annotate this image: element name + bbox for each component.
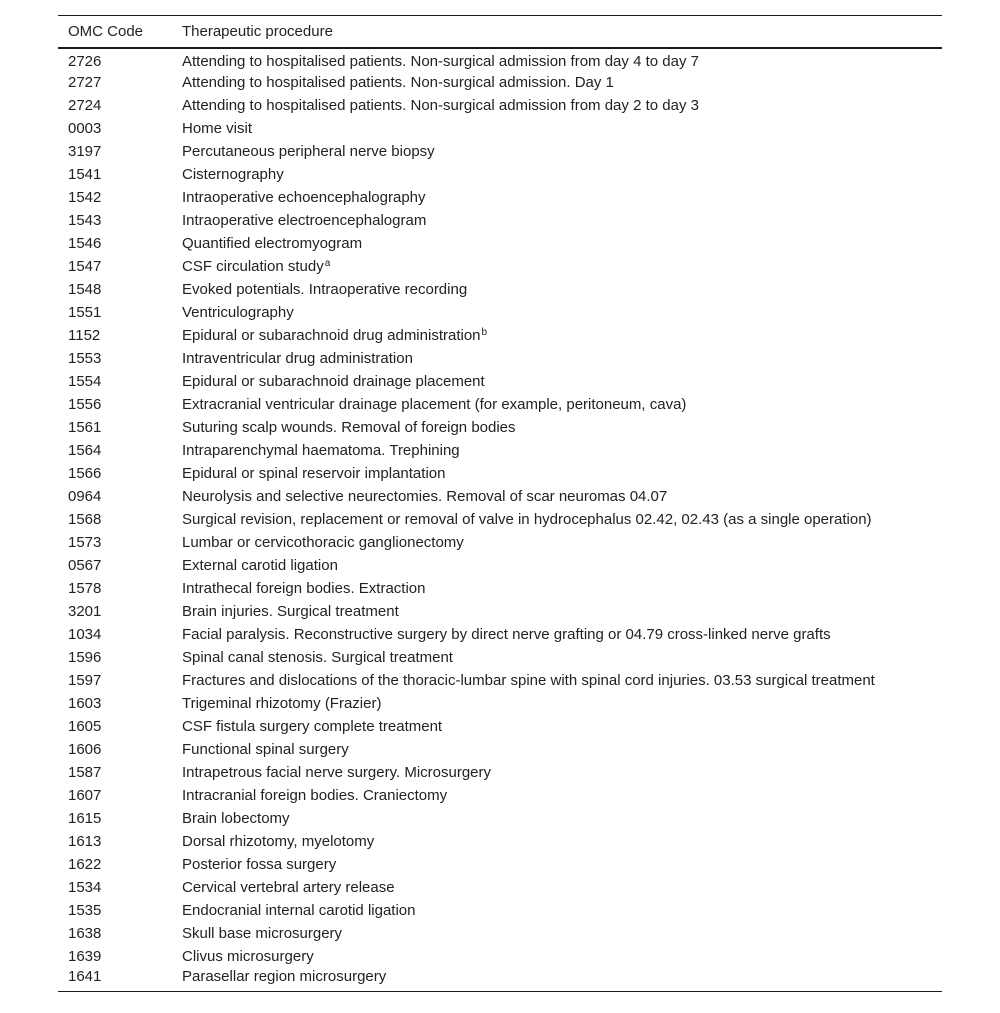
- omc-code-cell: 1542: [68, 189, 102, 206]
- procedure-cell: [182, 209, 942, 232]
- procedure-cell: [182, 416, 942, 439]
- table-row: [58, 738, 942, 761]
- procedure-text: Intraventricular drug administration: [182, 350, 413, 367]
- procedure-cell: [182, 48, 942, 71]
- omc-code-cell: 1566: [68, 465, 102, 482]
- omc-code-cell: 1548: [68, 281, 102, 298]
- table-row: [58, 807, 942, 830]
- omc-code-cell: 1596: [68, 649, 102, 666]
- procedure-text: External carotid ligation: [182, 557, 338, 574]
- omc-code-cell: 3201: [68, 603, 102, 620]
- procedure-cell: [182, 324, 942, 347]
- procedure-text: Functional spinal surgery: [182, 741, 349, 758]
- procedure-text: CSF fistula surgery complete treatment: [182, 718, 443, 735]
- procedure-text: Cervical vertebral artery release: [182, 879, 395, 896]
- procedure-cell: [182, 853, 942, 876]
- omc-code-cell: 1553: [68, 350, 102, 367]
- procedure-text: Intraoperative electroencephalogram: [182, 212, 427, 229]
- procedure-cell: [182, 922, 942, 945]
- procedure-text: Posterior fossa surgery: [182, 856, 337, 873]
- procedure-cell: [182, 830, 942, 853]
- omc-code-cell: 1551: [68, 304, 102, 321]
- procedure-cell: [182, 94, 942, 117]
- table-row: [58, 416, 942, 439]
- procedure-cell: [182, 508, 942, 531]
- omc-code-cell: 1564: [68, 442, 102, 459]
- omc-code-cell: 1639: [68, 948, 102, 965]
- omc-code-cell: 0567: [68, 557, 102, 574]
- table-row: [58, 48, 942, 71]
- table-row: [58, 554, 942, 577]
- table-row: [58, 278, 942, 301]
- omc-code-cell: 1603: [68, 695, 102, 712]
- table-row: [58, 876, 942, 899]
- procedure-cell: [182, 554, 942, 577]
- procedure-cell: [182, 669, 942, 692]
- omc-code-cell: 1622: [68, 856, 102, 873]
- procedure-cell: [182, 600, 942, 623]
- procedure-text: Attending to hospitalised patients. Non-surgical admission. Day 1: [182, 74, 614, 91]
- omc-code-cell: 1573: [68, 534, 102, 551]
- table-row: [58, 508, 942, 531]
- table-row: [58, 209, 942, 232]
- omc-code-cell: 1561: [68, 419, 102, 436]
- procedure-text: Skull base microsurgery: [182, 925, 343, 942]
- table-row: [58, 600, 942, 623]
- procedure-text: Intrathecal foreign bodies. Extraction: [182, 580, 426, 597]
- procedure-text: Epidural or spinal reservoir implantation: [182, 465, 446, 482]
- procedure-text: Spinal canal stenosis. Surgical treatment: [182, 649, 453, 666]
- table-row: [58, 922, 942, 945]
- table-row: [58, 393, 942, 416]
- procedure-cell: [182, 439, 942, 462]
- procedure-cell: [182, 255, 942, 278]
- omc-code-cell: 2724: [68, 97, 102, 114]
- procedure-text: Cisternography: [182, 166, 284, 183]
- table-row: [58, 623, 942, 646]
- procedure-text: Endocranial internal carotid ligation: [182, 902, 416, 919]
- procedure-text: Attending to hospitalised patients. Non-surgical admission from day 4 to day 7: [182, 52, 699, 70]
- procedure-cell: [182, 784, 942, 807]
- procedure-cell: [182, 163, 942, 186]
- procedure-cell: [182, 232, 942, 255]
- procedure-text: Clivus microsurgery: [182, 948, 314, 965]
- omc-code-cell: 1543: [68, 212, 102, 229]
- omc-code-cell: 2727: [68, 74, 102, 91]
- omc-code-cell: 1615: [68, 810, 102, 827]
- omc-code-cell: 1587: [68, 764, 102, 781]
- omc-code-cell: 1638: [68, 925, 102, 942]
- procedure-text: Epidural or subarachnoid drainage placement: [182, 373, 485, 390]
- procedure-cell: [182, 968, 942, 992]
- omc-code-cell: 1607: [68, 787, 102, 804]
- procedure-cell: [182, 117, 942, 140]
- omc-code-cell: 1546: [68, 235, 102, 252]
- procedure-cell: [182, 876, 942, 899]
- procedure-cell: [182, 301, 942, 324]
- procedure-cell: [182, 761, 942, 784]
- procedure-cell: [182, 577, 942, 600]
- table-row: [58, 485, 942, 508]
- procedure-cell: [182, 462, 942, 485]
- procedure-cell: [182, 899, 942, 922]
- table-row: [58, 186, 942, 209]
- table-row: [58, 347, 942, 370]
- procedure-text: Extracranial ventricular drainage placement (for example, peritoneum, cava): [182, 396, 687, 413]
- procedure-text: Fractures and dislocations of the thoracic-lumbar spine with spinal cord injuries. 03.53 surgical treatment: [182, 672, 875, 689]
- omc-code-cell: 1613: [68, 833, 102, 850]
- procedure-text: Epidural or subarachnoid drug administration: [182, 327, 481, 344]
- procedure-cell: [182, 278, 942, 301]
- procedure-cell: [182, 393, 942, 416]
- table-row: [58, 255, 942, 278]
- omc-code-cell: 1556: [68, 396, 102, 413]
- omc-code-cell: 1578: [68, 580, 102, 597]
- procedure-text: Quantified electromyogram: [182, 235, 363, 252]
- table-row: [58, 761, 942, 784]
- procedure-text: Attending to hospitalised patients. Non-surgical admission from day 2 to day 3: [182, 97, 699, 114]
- table-header: [58, 16, 942, 49]
- table-row: [58, 692, 942, 715]
- table-row: [58, 370, 942, 393]
- procedure-cell: [182, 531, 942, 554]
- procedure-text: Intracranial foreign bodies. Craniectomy: [182, 787, 448, 804]
- procedure-text: Percutaneous peripheral nerve biopsy: [182, 143, 435, 160]
- omc-code-cell: 1597: [68, 672, 102, 689]
- omc-code-cell: 1535: [68, 902, 102, 919]
- table-row: [58, 945, 942, 968]
- procedure-cell: [182, 807, 942, 830]
- procedure-cell: [182, 646, 942, 669]
- procedure-text: Suturing scalp wounds. Removal of foreign bodies: [182, 419, 516, 436]
- omc-code-cell: 1534: [68, 879, 102, 896]
- table-row: [58, 232, 942, 255]
- procedure-text: Neurolysis and selective neurectomies. Removal of scar neuromas 04.07: [182, 488, 668, 505]
- procedures-table-container: [58, 15, 942, 992]
- footnote-marker: b: [481, 327, 488, 338]
- omc-code-cell: 1034: [68, 626, 102, 643]
- procedure-text: Ventriculography: [182, 304, 294, 321]
- procedure-text: Intraoperative echoencephalography: [182, 189, 426, 206]
- procedure-text: Intrapetrous facial nerve surgery. Microsurgery: [182, 764, 492, 781]
- omc-code-cell: 1554: [68, 373, 102, 390]
- procedure-cell: [182, 738, 942, 761]
- table-row: [58, 715, 942, 738]
- procedure-text: Facial paralysis. Reconstructive surgery by direct nerve grafting or 04.79 cross-linked nerve grafts: [182, 626, 831, 643]
- procedure-text: Parasellar region microsurgery: [182, 968, 387, 985]
- omc-code-cell: 1541: [68, 166, 102, 183]
- table-row: [58, 669, 942, 692]
- table-row: [58, 784, 942, 807]
- header-therapeutic-procedure: Therapeutic procedure: [182, 23, 333, 40]
- omc-code-cell: 1606: [68, 741, 102, 758]
- omc-code-cell: 1547: [68, 258, 102, 275]
- procedures-table: [58, 15, 942, 992]
- procedure-text: Intraparenchymal haematoma. Trephining: [182, 442, 460, 459]
- procedure-text: Home visit: [182, 120, 253, 137]
- procedure-cell: [182, 186, 942, 209]
- table-row: [58, 531, 942, 554]
- table-row: [58, 899, 942, 922]
- procedure-text: Brain lobectomy: [182, 810, 290, 827]
- table-body: [58, 48, 942, 992]
- procedure-cell: [182, 347, 942, 370]
- omc-code-cell: 2726: [68, 52, 102, 70]
- omc-code-cell: 1568: [68, 511, 102, 528]
- header-row: [58, 16, 942, 49]
- procedure-text: Lumbar or cervicothoracic ganglionectomy: [182, 534, 464, 551]
- procedure-cell: [182, 140, 942, 163]
- procedure-cell: [182, 945, 942, 968]
- omc-code-cell: 1152: [68, 327, 101, 344]
- procedure-cell: [182, 485, 942, 508]
- procedure-cell: [182, 715, 942, 738]
- table-row: [58, 462, 942, 485]
- table-row: [58, 140, 942, 163]
- omc-code-cell: 0003: [68, 120, 102, 137]
- procedure-cell: [182, 692, 942, 715]
- table-row: [58, 71, 942, 94]
- table-row: [58, 163, 942, 186]
- table-row: [58, 646, 942, 669]
- procedure-text: CSF circulation study: [182, 258, 324, 275]
- table-row: [58, 830, 942, 853]
- omc-code-cell: 0964: [68, 488, 102, 505]
- procedure-text: Dorsal rhizotomy, myelotomy: [182, 833, 375, 850]
- table-row: [58, 301, 942, 324]
- procedure-text: Surgical revision, replacement or removal of valve in hydrocephalus 02.42, 02.43 (as a single operation): [182, 511, 872, 528]
- omc-code-cell: 1605: [68, 718, 102, 735]
- header-omc-code: OMC Code: [68, 23, 144, 40]
- procedure-text: Evoked potentials. Intraoperative recording: [182, 281, 468, 298]
- table-row: [58, 324, 942, 347]
- omc-code-cell: 3197: [68, 143, 102, 160]
- table-row: [58, 94, 942, 117]
- procedure-cell: [182, 71, 942, 94]
- table-row: [58, 117, 942, 140]
- omc-code-cell: 1641: [68, 968, 102, 985]
- procedure-text: Brain injuries. Surgical treatment: [182, 603, 399, 620]
- footnote-marker: a: [324, 258, 331, 269]
- table-row: [58, 853, 942, 876]
- procedure-cell: [182, 370, 942, 393]
- table-row: [58, 439, 942, 462]
- procedure-text: Trigeminal rhizotomy (Frazier): [182, 695, 382, 712]
- procedure-cell: [182, 623, 942, 646]
- table-row: [58, 577, 942, 600]
- table-row: [58, 968, 942, 992]
